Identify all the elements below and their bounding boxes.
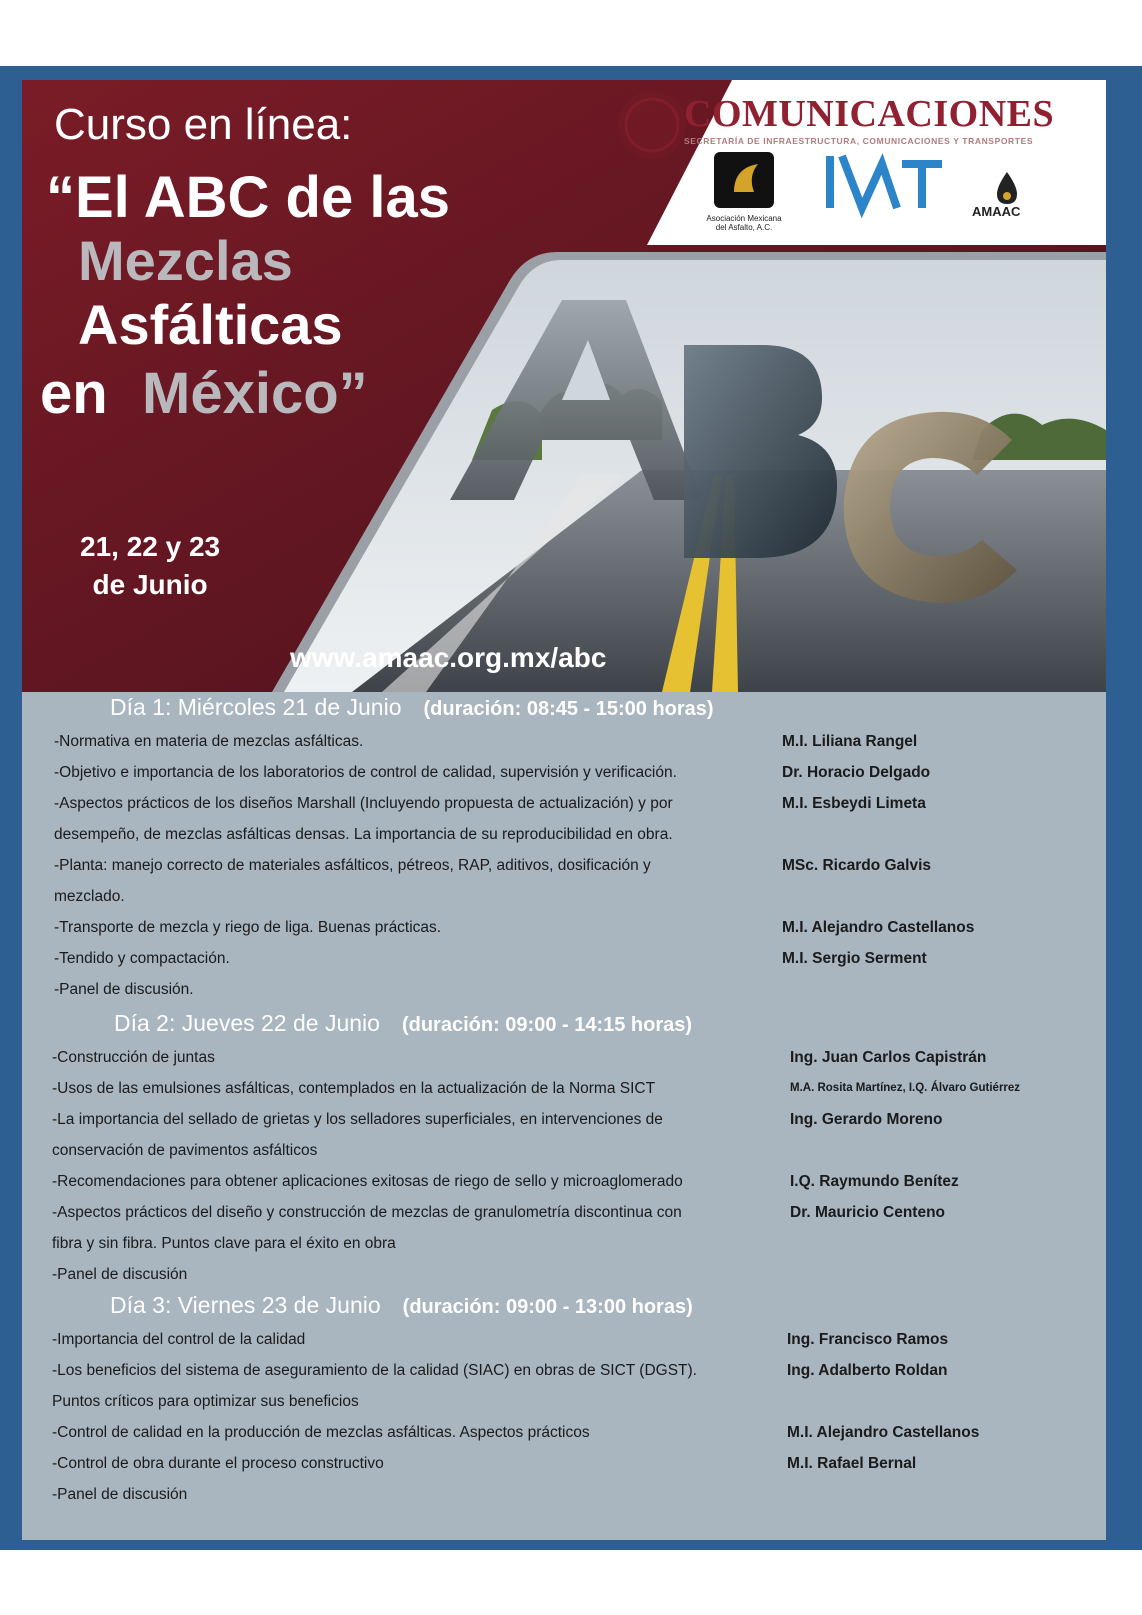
dates-line-1: 21, 22 y 23: [80, 531, 221, 562]
course-dates: [80, 528, 220, 604]
topic-text: -Normativa en materia de mezclas asfálticas.: [54, 733, 364, 750]
title-line-2: Mezclas: [78, 229, 293, 292]
day-name: Día 3: Viernes 23 de Junio: [110, 1292, 381, 1318]
topic-text: -Panel de discusión: [52, 1266, 188, 1283]
poster: [22, 80, 1106, 1540]
amaac-logo-text: AMAAC: [972, 204, 1021, 219]
ama-caption-line-2: del Asfalto, A.C.: [715, 223, 773, 232]
day-3-header: [110, 1292, 693, 1319]
agenda-topic: [54, 757, 677, 788]
speaker-name: Ing. Juan Carlos Capistrán: [790, 1049, 987, 1066]
speaker-name: M.I. Rafael Bernal: [787, 1455, 917, 1472]
dates-line-2: de Junio: [92, 569, 208, 600]
topic-text: -Transporte de mezcla y riego de liga. Buenas prácticas.: [54, 919, 442, 936]
topic-text: -Control de obra durante el proceso constructivo: [52, 1455, 384, 1472]
title-line-4b: México”: [142, 361, 368, 426]
agenda-topic: [54, 726, 363, 757]
agenda-topic: [52, 1479, 187, 1510]
agenda-topic: [54, 943, 230, 974]
speaker-name: Dr. Mauricio Centeno: [790, 1204, 946, 1221]
topic-text: -Recomendaciones para obtener aplicaciones exitosas de riego de sello y microaglomerado: [52, 1173, 683, 1190]
day-duration: (duración: 09:00 - 13:00 horas): [402, 1296, 693, 1318]
topic-text-continued: conservación de pavimentos asfálticos: [52, 1142, 318, 1159]
agenda-topic: [52, 1166, 683, 1197]
course-url[interactable]: www.amaac.org.mx/abc: [290, 642, 607, 673]
topic-text: -Objetivo e importancia de los laboratorios de control de calidad, supervisión y verificación.: [54, 764, 677, 781]
topic-text-continued: fibra y sin fibra. Puntos clave para el éxito en obra: [52, 1235, 396, 1252]
topic-text-continued: desempeño, de mezclas asfálticas densas. La importancia de su reproducibilidad en obra.: [54, 826, 673, 843]
title-line-4a: en: [40, 361, 108, 426]
speaker-name: M.I. Liliana Rangel: [782, 733, 918, 750]
speaker-name: Dr. Horacio Delgado: [782, 764, 931, 781]
day-name: Día 1: Miércoles 21 de Junio: [110, 694, 402, 720]
agenda-topic: [54, 974, 194, 1005]
speaker-name: MSc. Ricardo Galvis: [782, 857, 932, 874]
day-name: Día 2: Jueves 22 de Junio: [114, 1010, 380, 1036]
topic-text: -Importancia del control de la calidad: [52, 1331, 306, 1348]
agenda-topic: [52, 1197, 682, 1259]
topic-text: -Aspectos prácticos del diseño y construcción de mezclas de granulometría discontinua con: [52, 1204, 682, 1221]
topic-text: -La importancia del sellado de grietas y los selladores superficiales, en intervenciones de: [52, 1111, 663, 1128]
speaker-name: M.I. Alejandro Castellanos: [787, 1424, 980, 1441]
course-type: Curso en línea:: [54, 100, 353, 149]
speaker-name: M.I. Sergio Serment: [782, 950, 927, 967]
day-duration: (duración: 08:45 - 15:00 horas): [423, 698, 714, 720]
hero-banner: [22, 80, 1106, 692]
topic-text: -Usos de las emulsiones asfálticas, contemplados en la actualización de la Norma SICT: [52, 1080, 656, 1097]
topic-text-continued: Puntos críticos para optimizar sus beneficios: [52, 1393, 359, 1410]
comunicaciones-logo-text: COMUNICACIONES: [684, 93, 1055, 135]
day-2-header: [114, 1010, 692, 1037]
day-1-header: [110, 694, 714, 721]
agenda-topic: [54, 850, 651, 912]
secretaria-text: SECRETARÍA DE INFRAESTRUCTURA, COMUNICACIONES Y TRANSPORTES: [684, 136, 1034, 146]
agenda-topic: [54, 912, 441, 943]
speaker-name: I.Q. Raymundo Benítez: [790, 1173, 959, 1190]
topic-text: -Control de calidad en la producción de mezclas asfálticas. Aspectos prácticos: [52, 1424, 590, 1441]
speaker-name: M.I. Esbeydi Limeta: [782, 795, 926, 812]
topic-text: -Aspectos prácticos de los diseños Marshall (Incluyendo propuesta de actualización) y por: [54, 795, 673, 812]
topic-text: -Planta: manejo correcto de materiales asfálticos, pétreos, RAP, aditivos, dosificación y: [54, 857, 651, 874]
speaker-name: Ing. Adalberto Roldan: [787, 1362, 948, 1379]
agenda-topic: [54, 788, 673, 850]
agenda-topic: [52, 1073, 655, 1104]
agenda-topic: [52, 1259, 187, 1290]
topic-text: -Tendido y compactación.: [54, 950, 230, 967]
ama-caption-line-1: Asociación Mexicana: [706, 214, 782, 223]
topic-text: -Construcción de juntas: [52, 1049, 215, 1066]
agenda: [22, 692, 1106, 1540]
speaker-name: Ing. Francisco Ramos: [787, 1331, 949, 1348]
agenda-topic: [52, 1104, 663, 1166]
speaker-name: M.I. Alejandro Castellanos: [782, 919, 975, 936]
topic-text: -Panel de discusión.: [54, 981, 194, 998]
topic-text: -Los beneficios del sistema de aseguramiento de la calidad (SIAC) en obras de SICT (DGST).: [52, 1362, 697, 1379]
speaker-name: Ing. Gerardo Moreno: [790, 1111, 943, 1128]
day-duration: (duración: 09:00 - 14:15 horas): [401, 1014, 693, 1036]
topic-text-continued: mezclado.: [54, 888, 125, 905]
agenda-topic: [52, 1324, 305, 1355]
ama-logo-caption: [694, 214, 794, 232]
agenda-topic: [52, 1417, 590, 1448]
title-line-3: Asfálticas: [78, 293, 343, 356]
agenda-topic: [52, 1448, 384, 1479]
agenda-topic: [52, 1355, 697, 1417]
speaker-name: M.A. Rosita Martínez, I.Q. Álvaro Gutiérrez: [790, 1082, 1021, 1094]
agenda-topic: [52, 1042, 215, 1073]
title-line-1: “El ABC de las: [46, 165, 450, 230]
topic-text: -Panel de discusión: [52, 1486, 188, 1503]
